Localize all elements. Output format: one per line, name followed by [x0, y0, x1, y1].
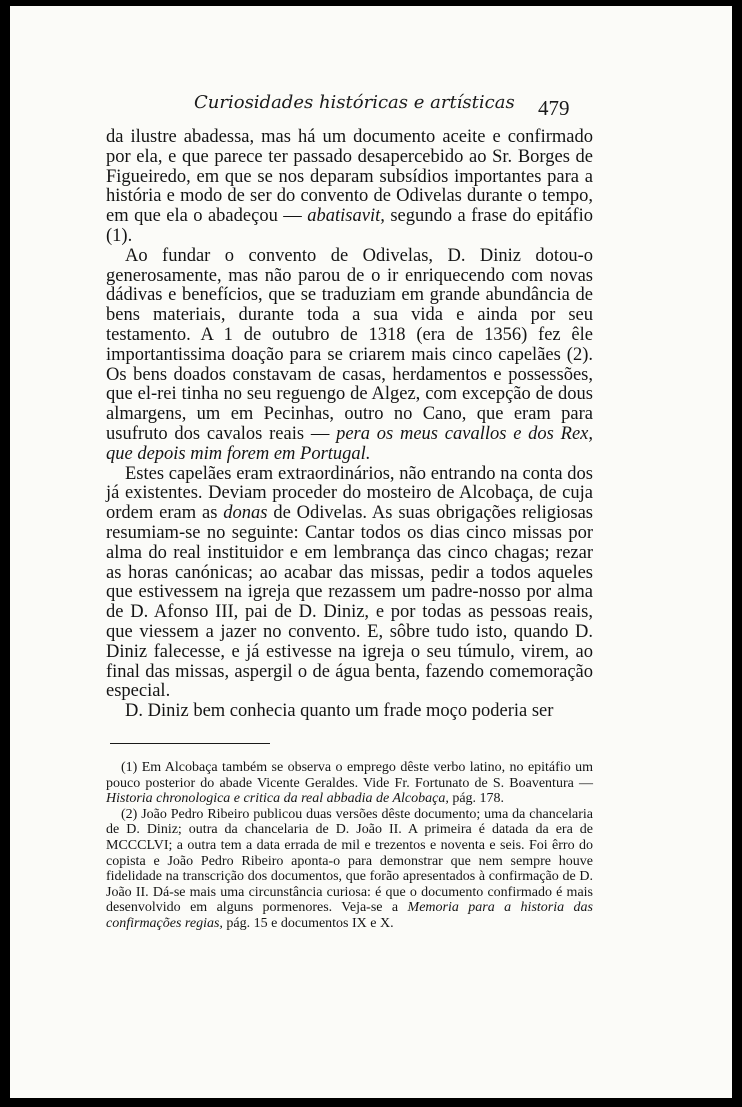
- paragraph: [106, 702, 593, 722]
- running-title: Curiosidades históricas e artísticas: [194, 92, 515, 113]
- text-run: (1) Em Alcobaça também se observa o emprego dêste verbo latino, no epitáfio um pouco posterior do abade Vicente Geraldes. Vide Fr. Fortunato de S. Boaventura —: [106, 760, 593, 791]
- text-run: (2) João Pedro Ribeiro publicou duas versões dêste documento; uma da chancelaria de D. Diniz; outra da chancelaria de D. João II. A primeira é datada da era de MCCCLVI; a outra tem a data errada de mil e trezentos e noventa e seis. Foi êrro do copista e João Pedro Ribeiro aponta-o para demonstrar que nem sempre houve fidelidade na transcrição dos documentos, que forão apresentados à confirmação de D. João II. Dá-se mais uma circunstância curiosa: é que o documento confirmado é mais desenvolvido em alguns pormenores. Veja-se a: [106, 806, 593, 916]
- text-run: pág. 178.: [448, 791, 505, 807]
- text-run-italic: donas: [223, 503, 268, 524]
- text-run: D. Diniz bem conhecia quanto um frade moço poderia ser: [125, 701, 554, 722]
- text-run-italic: pera os meus cavallos e dos Rex, que depois mim forem em Portugal.: [106, 423, 593, 464]
- text-run: de Odivelas. As suas obrigações religiosas resumiam-se no seguinte: Cantar todos os dias cinco missas por alma do real instituidor e em lembrança das cinco chagas; rezar as horas canónicas; ao acabar das missas, pedir a todos aqueles que estivessem na igreja que rezassem um padre-nosso por alma de D. Afonso III, pai de D. Diniz, e por todas as pessoas reais, que viessem a jazer no convento. E, sôbre tudo isto, quando D. Diniz falecesse, e já estivesse na igreja o seu túmulo, virem, ao final das missas, aspergil o de água benta, fazendo comemoração especial.: [106, 503, 593, 702]
- footnotes: [106, 760, 593, 932]
- page-header: [10, 90, 732, 126]
- paragraph: [106, 247, 593, 465]
- text-run-italic: Historia chronologica e critica da real abbadia de Alcobaça,: [106, 791, 449, 807]
- paragraph: [106, 128, 593, 247]
- paragraph: [106, 465, 593, 703]
- footnote: [106, 807, 593, 932]
- text-run: Estes capelães eram extraordinários, não entrando na conta dos já existentes. Deviam proceder do mosteiro de Alcobaça, de cuja ordem eram as: [106, 463, 593, 524]
- text-run-italic: Memoria para a historia das confirmações regias,: [106, 900, 593, 931]
- text-run: pág. 15 e documentos IX e X.: [222, 915, 394, 931]
- text-run: Ao fundar o convento de Odivelas, D. Diniz dotou-o generosamente, mas não parou de o ir enriquecendo com novas dádivas e benefícios, que se traduziam em grande abundância de bens materiais, durante toda a sua vida e ainda por seu testamento. A 1 de outubro de 1318 (era de 1356) fez êle importantissima doação para se criarem mais cinco capelães (2). Os bens doados constavam de casas, herdamentos e possessões, que el-rei tinha no seu reguengo de Algez, com excepção de dous almargens, um em Pecinhas, outro no Cano, que eram para usufruto dos cavalos reais —: [106, 245, 593, 444]
- book-page: [10, 6, 732, 1098]
- footnote-divider: [110, 743, 270, 744]
- page-number: 479: [538, 96, 570, 120]
- text-run-italic: abatisavit,: [307, 206, 385, 227]
- body-text: [106, 128, 593, 722]
- text-run: segundo a frase do epitáfio (1).: [106, 206, 593, 246]
- text-run: da ilustre abadessa, mas há um documento aceite e confirmado por ela, e que parece ter passado desapercebido ao Sr. Borges de Figueiredo, em que se nos deparam subsídios importantes para a história e modo de ser do convento de Odivelas durante o tempo, em que ela o abadeçou —: [106, 127, 593, 227]
- footnote: [106, 760, 593, 807]
